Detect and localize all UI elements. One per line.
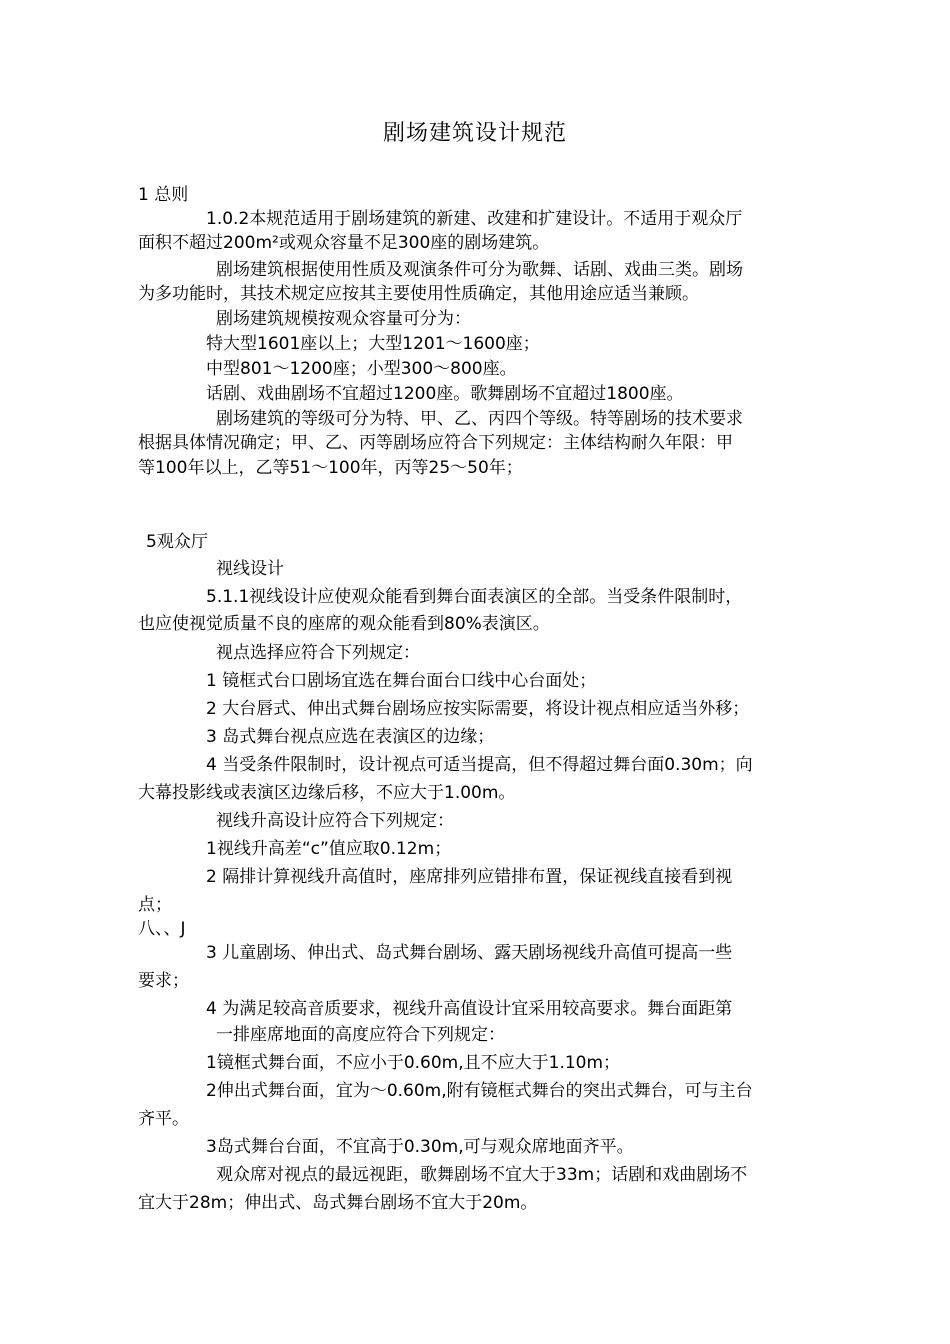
scale-large: 特大型1601座以上；大型1201～1600座； — [206, 334, 540, 354]
theater-grades-line-1: 剧场建筑的等级可分为特、甲、乙、丙四个等级。特等剧场的技术要求 — [216, 409, 743, 429]
viewpoint-rule-3: 3 岛式舞台视点应选在表演区的边缘； — [206, 727, 495, 747]
theater-grades-line-3: 等100年以上，乙等51～100年，丙等25～50年； — [138, 458, 523, 478]
viewing-distance-line-1: 观众席对视点的最远视距，歌舞剧场不宜大于33m；话剧和戏曲剧场不 — [216, 1165, 748, 1185]
clause-1-0-2-line-1: 1.0.2本规范适用于剧场建筑的新建、改建和扩建设计。不适用于观众厅 — [206, 209, 743, 229]
viewpoint-rule-1: 1 镜框式台口剧场宜选在舞台面台口线中心台面处； — [206, 671, 597, 691]
clause-1-0-2-line-2: 面积不超过200m²或观众容量不足300座的剧场建筑。 — [138, 233, 550, 253]
seat-limits: 话剧、戏曲剧场不宜超过1200座。歌舞剧场不宜超过1800座。 — [206, 384, 684, 404]
theater-types-line-1: 剧场建筑根据使用性质及观演条件可分为歌舞、话剧、戏曲三类。剧场 — [216, 260, 743, 280]
stage-height-rule-2-line-2: 齐平。 — [138, 1109, 189, 1129]
scale-medium-small: 中型801～1200座；小型300～800座。 — [206, 359, 517, 379]
viewpoint-rules-intro: 视点选择应符合下列规定： — [216, 643, 420, 663]
viewing-distance-line-2: 宜大于28m；伸出式、岛式舞台剧场不宜大于20m。 — [138, 1193, 538, 1213]
sightline-rise-rule-4-line-1: 4 为满足较高音质要求，视线升高值设计宜采用较高要求。舞台面距第 — [206, 999, 733, 1019]
stage-height-rule-3: 3岛式舞台台面，不宜高于0.30m,可与观众席地面齐平。 — [206, 1137, 634, 1157]
viewpoint-rule-4-line-1: 4 当受条件限制时，设计视点可适当提高，但不得超过舞台面0.30m；向 — [206, 755, 753, 775]
theater-types-line-2: 为多功能时，其技术规定应按其主要使用性质确定，其他用途应适当兼顾。 — [138, 284, 699, 304]
sightline-rise-intro: 视线升高设计应符合下列规定： — [216, 811, 454, 831]
document-title: 剧场建筑设计规范 — [382, 121, 567, 146]
viewpoint-rule-4-line-2: 大幕投影线或表演区边缘后移，不应大于1.00m。 — [138, 783, 516, 803]
clause-5-1-1-line-2: 也应使视觉质量不良的座席的观众能看到80%表演区。 — [138, 614, 550, 634]
stage-height-rule-2-line-1: 2伸出式舞台面，宜为～0.60m,附有镜框式舞台的突出式舞台，可与主台 — [206, 1081, 753, 1101]
theater-grades-line-2: 根据具体情况确定；甲、乙、丙等剧场应符合下列规定：主体结构耐久年限：甲 — [138, 433, 733, 453]
subsection-sightline-design: 视线设计 — [216, 559, 284, 579]
clause-5-1-1-line-1: 5.1.1视线设计应使观众能看到舞台面表演区的全部。当受条件限制时， — [206, 587, 743, 607]
sightline-rise-rule-4-line-2: 一排座席地面的高度应符合下列规定： — [216, 1025, 505, 1045]
section-heading-general: 1 总则 — [138, 185, 189, 205]
sightline-rise-rule-1: 1视线升高差“c”值应取0.12m； — [206, 839, 452, 859]
theater-scale-intro: 剧场建筑规模按观众容量可分为： — [216, 309, 471, 329]
sightline-rise-rule-2-line-1: 2 隔排计算视线升高值时，座席排列应错排布置，保证视线直接看到视 — [206, 867, 733, 887]
section-heading-auditorium: 5观众厅 — [146, 532, 208, 552]
stray-text: 八、、J — [138, 919, 186, 939]
sightline-rise-rule-3-line-1: 3 儿童剧场、伸出式、岛式舞台剧场、露天剧场视线升高值可提高一些 — [206, 943, 733, 963]
sightline-rise-rule-2-line-2: 点； — [138, 895, 172, 915]
sightline-rise-rule-3-line-2: 要求； — [138, 971, 189, 991]
stage-height-rule-1: 1镜框式舞台面，不应小于0.60m,且不应大于1.10m； — [206, 1053, 621, 1073]
viewpoint-rule-2: 2 大台唇式、伸出式舞台剧场应按实际需要，将设计视点相应适当外移； — [206, 699, 750, 719]
